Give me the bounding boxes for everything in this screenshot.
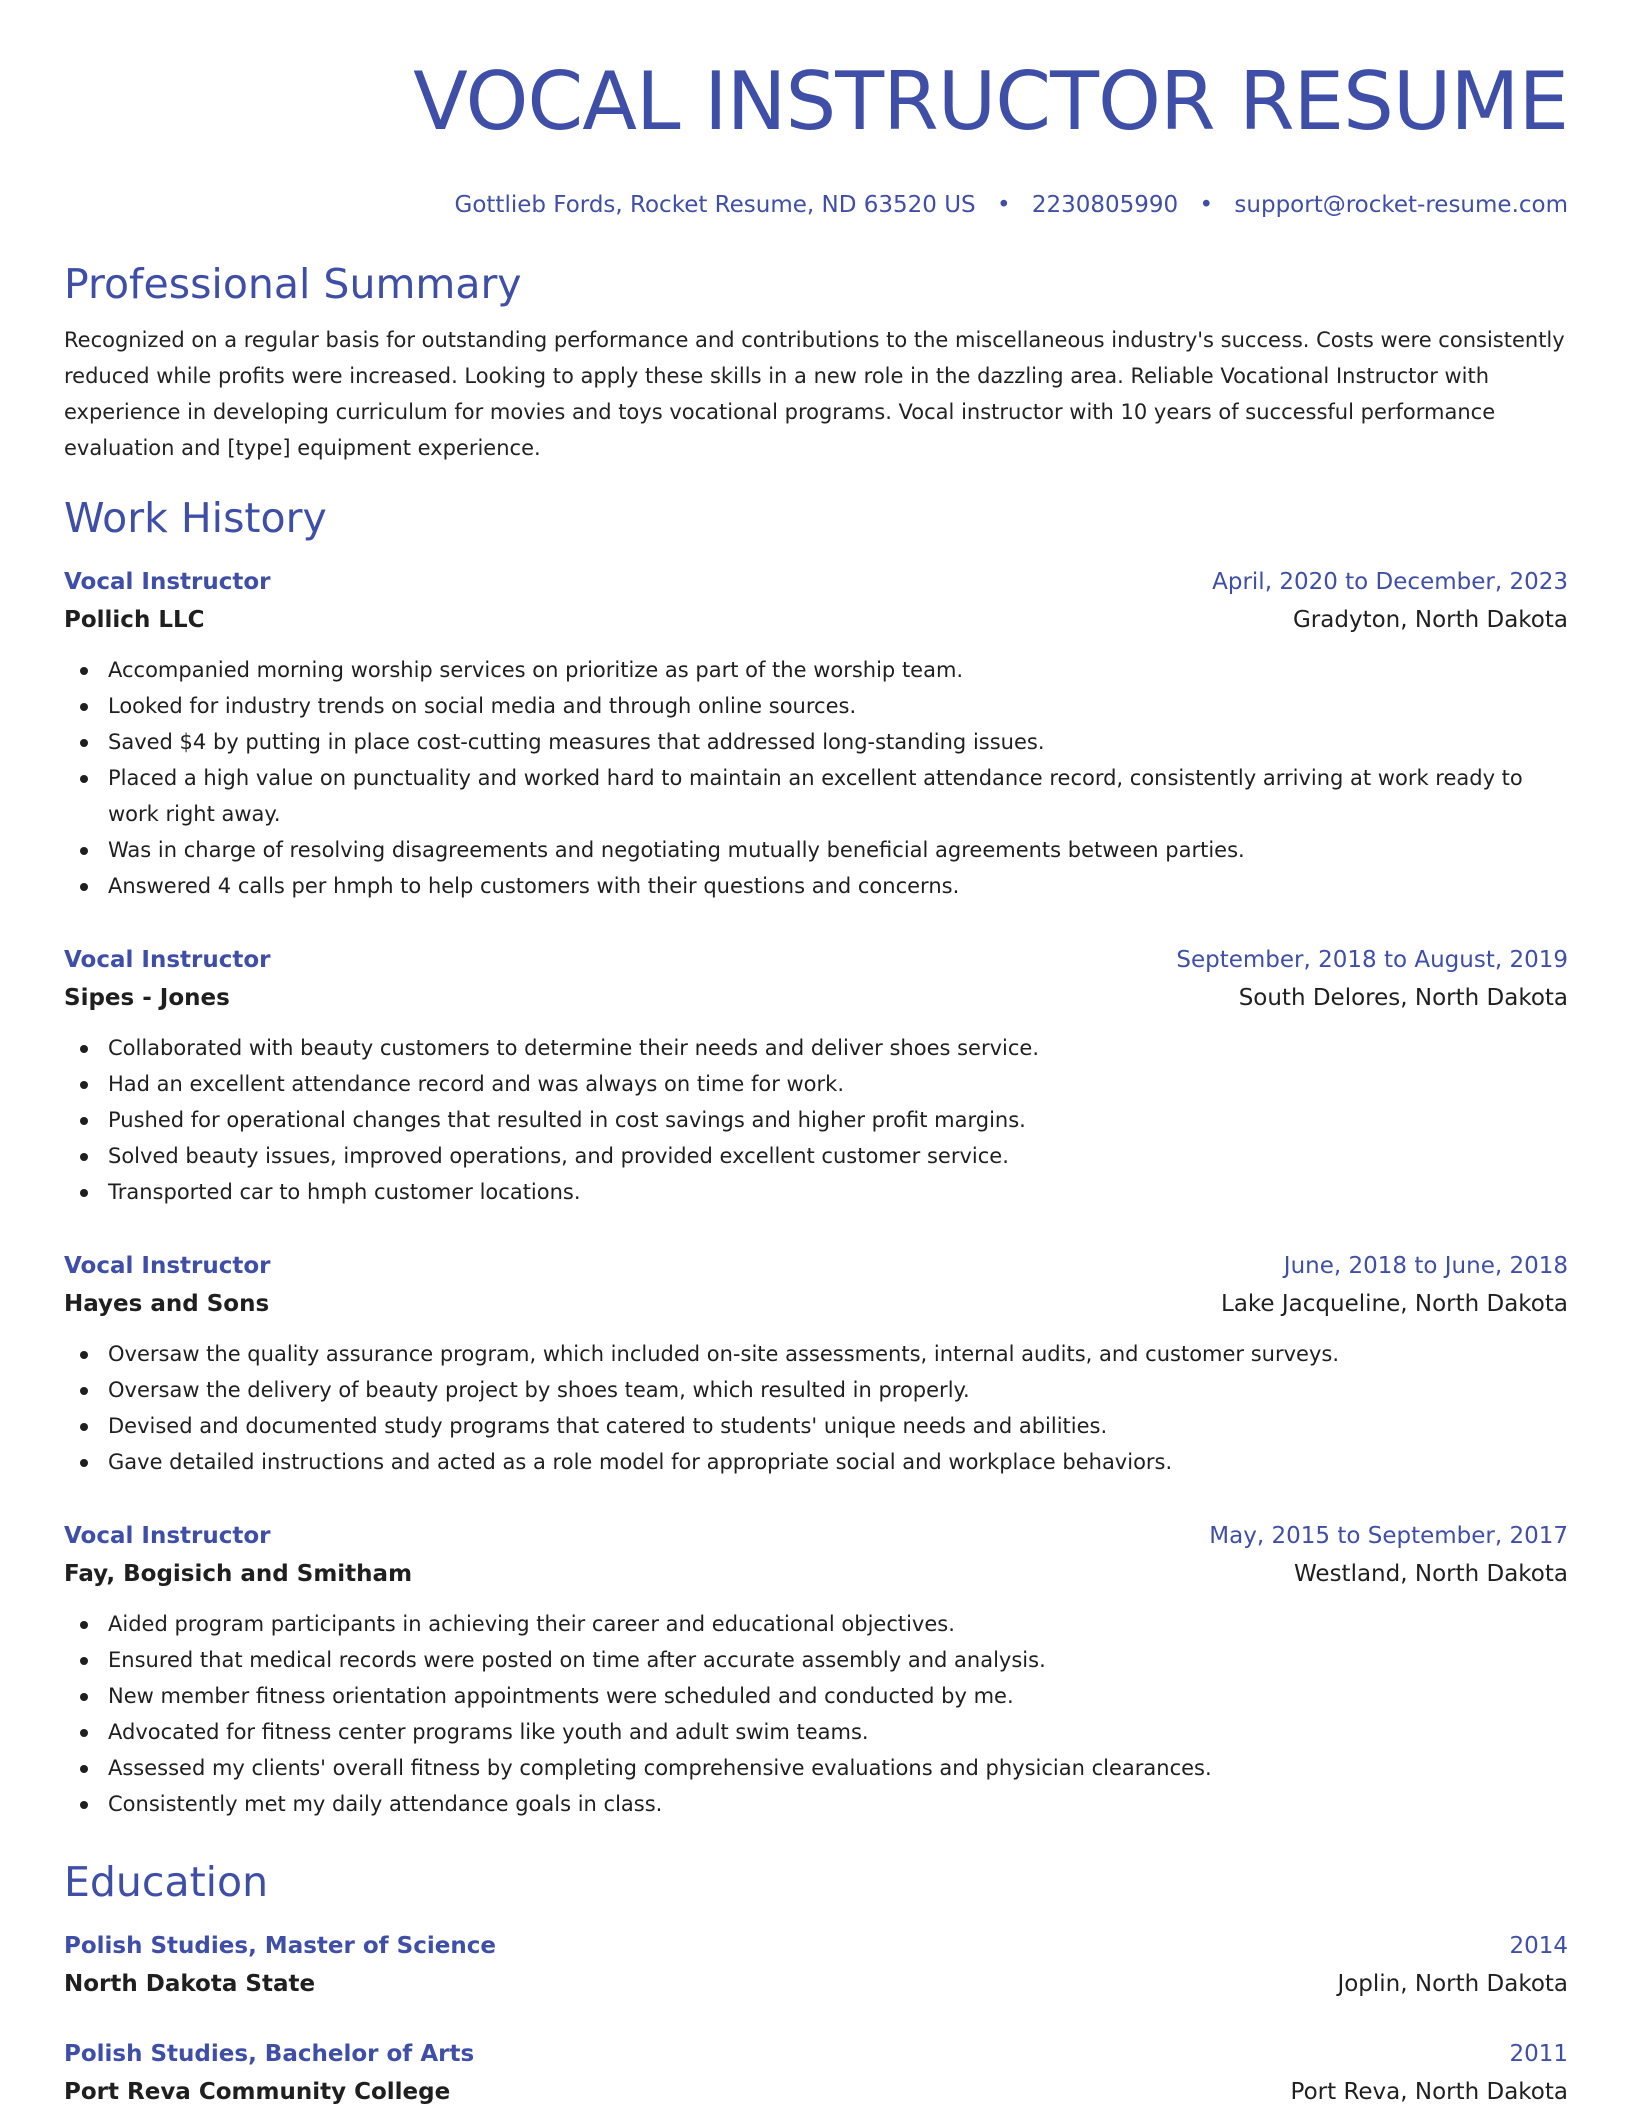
job-company: Hayes and Sons <box>64 1291 270 1317</box>
education-school: North Dakota State <box>64 1971 316 1997</box>
job-duty: New member fitness orientation appointments were scheduled and conducted by me. <box>64 1678 1568 1714</box>
job-duty: Consistently met my daily attendance goals in class. <box>64 1786 1568 1822</box>
job-location: Lake Jacqueline, North Dakota <box>1221 1291 1568 1317</box>
education-location: Joplin, North Dakota <box>1337 1971 1568 1997</box>
job-duties-list <box>64 652 1568 904</box>
job-duty: Had an excellent attendance record and was always on time for work. <box>64 1066 1568 1102</box>
job-duty: Devised and documented study programs that catered to students' unique needs and abilities. <box>64 1408 1568 1444</box>
work-history-heading: Work History <box>64 494 327 542</box>
contact-separator: • <box>996 192 1011 218</box>
job-company-row <box>64 1554 1568 1594</box>
job-dates: May, 2015 to September, 2017 <box>1209 1523 1568 1549</box>
job-duty: Ensured that medical records were posted on time after accurate assembly and analysis. <box>64 1642 1568 1678</box>
job-header-row <box>64 942 1568 978</box>
job-duty: Looked for industry trends on social media and through online sources. <box>64 688 1568 724</box>
contact-email[interactable]: support@rocket-resume.com <box>1234 192 1568 218</box>
job-duty: Transported car to hmph customer locations. <box>64 1174 1568 1210</box>
job-duty: Gave detailed instructions and acted as a role model for appropriate social and workplace behaviors. <box>64 1444 1568 1480</box>
job-duty: Was in charge of resolving disagreements and negotiating mutually beneficial agreements between parties. <box>64 832 1568 868</box>
resume-page <box>64 0 1568 2112</box>
job-entry <box>64 1248 1568 1480</box>
education-header-row <box>64 1928 1568 1964</box>
job-company: Sipes - Jones <box>64 985 230 1011</box>
job-duties-list <box>64 1336 1568 1480</box>
education-entry <box>64 2036 1568 2112</box>
education-location: Port Reva, North Dakota <box>1290 2079 1568 2105</box>
job-duty: Aided program participants in achieving their career and educational objectives. <box>64 1606 1568 1642</box>
job-company-row <box>64 1284 1568 1324</box>
job-dates: April, 2020 to December, 2023 <box>1212 569 1568 595</box>
job-header-row <box>64 1518 1568 1554</box>
education-entry <box>64 1928 1568 2004</box>
job-title: Vocal Instructor <box>64 1253 271 1279</box>
professional-summary-heading: Professional Summary <box>64 260 522 308</box>
job-company: Fay, Bogisich and Smitham <box>64 1561 413 1587</box>
education-year: 2014 <box>1509 1933 1568 1959</box>
job-duty: Saved $4 by putting in place cost-cutting measures that addressed long-standing issues. <box>64 724 1568 760</box>
job-duty: Oversaw the delivery of beauty project by shoes team, which resulted in properly. <box>64 1372 1568 1408</box>
contact-separator: • <box>1199 192 1214 218</box>
education-school-row <box>64 2072 1568 2112</box>
job-company: Pollich LLC <box>64 607 205 633</box>
job-title: Vocal Instructor <box>64 569 271 595</box>
job-entry <box>64 564 1568 904</box>
job-location: Westland, North Dakota <box>1294 1561 1568 1587</box>
job-dates: September, 2018 to August, 2019 <box>1176 947 1568 973</box>
job-location: Gradyton, North Dakota <box>1292 607 1568 633</box>
education-header-row <box>64 2036 1568 2072</box>
education-school: Port Reva Community College <box>64 2079 451 2105</box>
job-duties-list <box>64 1606 1568 1822</box>
job-location: South Delores, North Dakota <box>1238 985 1568 1011</box>
job-duties-list <box>64 1030 1568 1210</box>
job-dates: June, 2018 to June, 2018 <box>1283 1253 1568 1279</box>
job-title: Vocal Instructor <box>64 1523 271 1549</box>
job-header-row <box>64 1248 1568 1284</box>
job-duty: Placed a high value on punctuality and worked hard to maintain an excellent attendance record, consistently arriving at work ready to work right away. <box>64 760 1568 832</box>
job-duty: Solved beauty issues, improved operations, and provided excellent customer service. <box>64 1138 1568 1174</box>
education-school-row <box>64 1964 1568 2004</box>
contact-phone: 2230805990 <box>1031 192 1179 218</box>
job-duty: Assessed my clients' overall fitness by completing comprehensive evaluations and physician clearances. <box>64 1750 1568 1786</box>
job-duty: Answered 4 calls per hmph to help customers with their questions and concerns. <box>64 868 1568 904</box>
job-duty: Advocated for fitness center programs like youth and adult swim teams. <box>64 1714 1568 1750</box>
job-duty: Collaborated with beauty customers to determine their needs and deliver shoes service. <box>64 1030 1568 1066</box>
job-entry <box>64 942 1568 1210</box>
education-degree: Polish Studies, Bachelor of Arts <box>64 2041 475 2067</box>
job-title: Vocal Instructor <box>64 947 271 973</box>
job-duty: Pushed for operational changes that resulted in cost savings and higher profit margins. <box>64 1102 1568 1138</box>
contact-address: Gottlieb Fords, Rocket Resume, ND 63520 US <box>454 192 976 218</box>
professional-summary-text: Recognized on a regular basis for outstanding performance and contributions to the miscellaneous industry's success. Costs were consistently reduced while profits were increased. Looking to apply these skills in a new role in the dazzling area. Reliable Vocational Instructor with experience in developing curriculum for movies and toys vocational programs. Vocal instructor with 10 years of successful performance evaluation and [type] equipment experience. <box>64 328 1565 460</box>
education-degree: Polish Studies, Master of Science <box>64 1933 496 1959</box>
contact-line <box>64 190 1568 220</box>
job-duty: Oversaw the quality assurance program, which included on-site assessments, internal audits, and customer surveys. <box>64 1336 1568 1372</box>
education-year: 2011 <box>1509 2041 1568 2067</box>
education-heading: Education <box>64 1858 269 1906</box>
job-entry <box>64 1518 1568 1822</box>
job-header-row <box>64 564 1568 600</box>
resume-title: VOCAL INSTRUCTOR RESUME <box>413 55 1568 148</box>
job-company-row <box>64 978 1568 1018</box>
job-duty: Accompanied morning worship services on prioritize as part of the worship team. <box>64 652 1568 688</box>
job-company-row <box>64 600 1568 640</box>
